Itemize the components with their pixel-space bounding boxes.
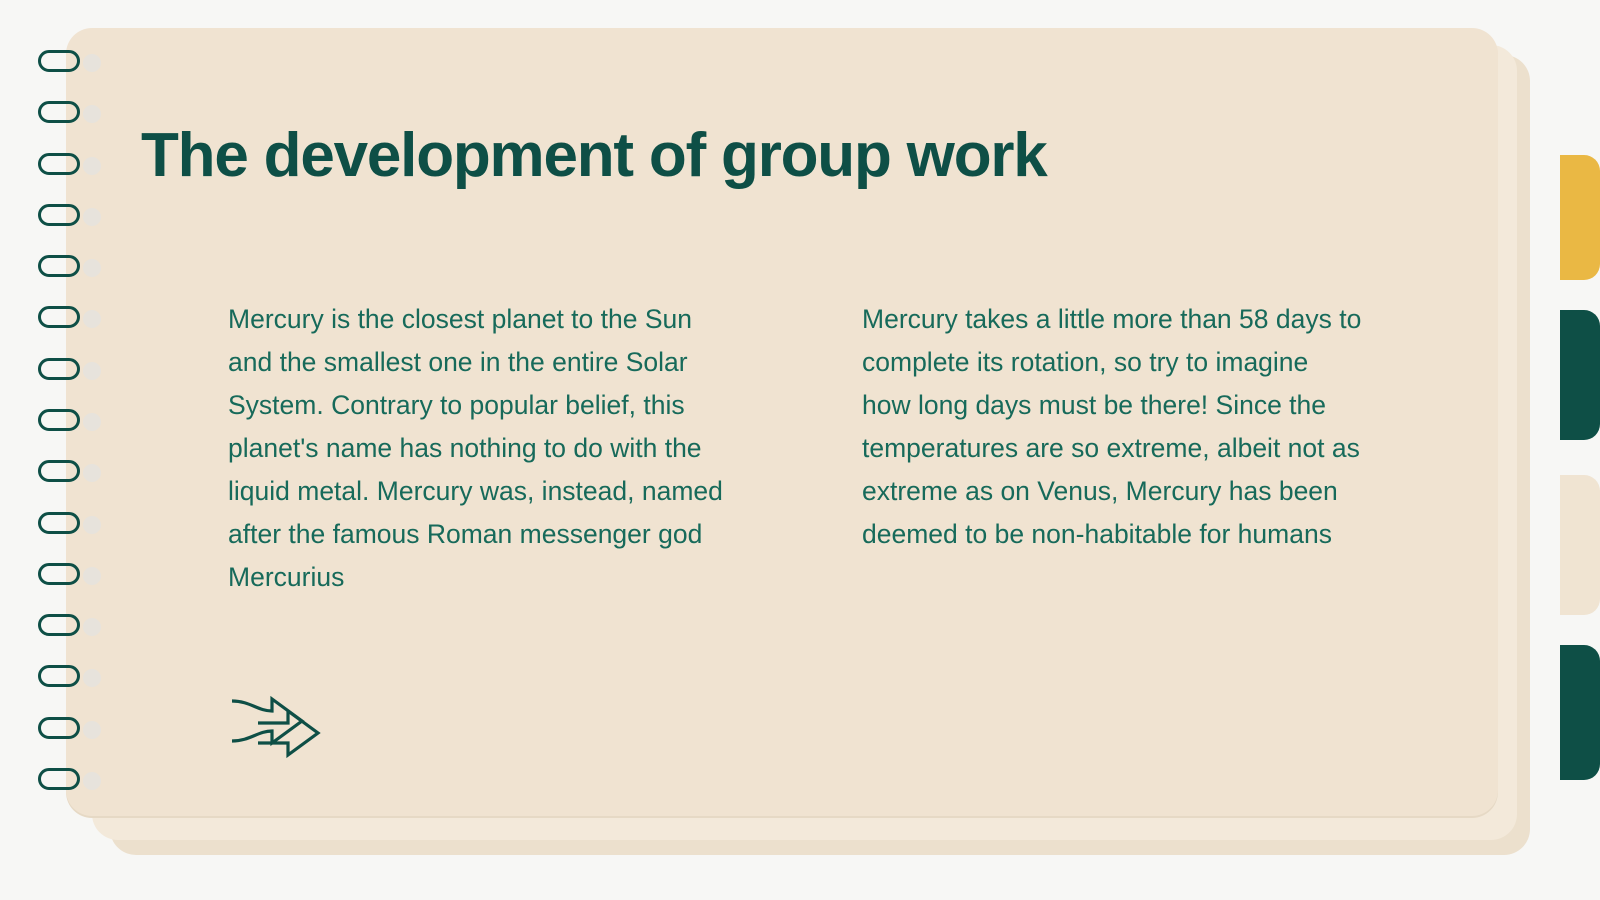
side-tab-yellow[interactable] [1560, 155, 1600, 280]
text-column-right [862, 298, 1362, 598]
spiral-ring [38, 306, 80, 328]
spiral-ring [38, 614, 80, 636]
side-tab-cream[interactable] [1560, 475, 1600, 615]
spiral-ring [38, 153, 80, 175]
spiral-ring [38, 512, 80, 534]
spiral-ring [38, 50, 80, 72]
spiral-binding [38, 50, 118, 790]
paragraph-left: Mercury is the closest planet to the Sun and the smallest one in the entire Solar System. Contrary to popular belief, this planet's name has nothing to do with the liquid metal. Mercury was, instead, named after the famous Roman messenger god Mercurius [228, 304, 723, 592]
spiral-ring [38, 101, 80, 123]
spiral-ring [38, 665, 80, 687]
spiral-ring [38, 768, 80, 790]
spiral-ring [38, 358, 80, 380]
spiral-ring [38, 204, 80, 226]
spiral-ring [38, 563, 80, 585]
text-column-left [228, 298, 728, 598]
side-tab-green-2[interactable] [1560, 645, 1600, 780]
side-tab-green-1[interactable] [1560, 310, 1600, 440]
paragraph-right: Mercury takes a little more than 58 days to complete its rotation, so try to imagine how long days must be there! Since the temperatures are so extreme, albeit not as extreme as on Venus, Mercury has been deemed to be non-habitable for humans [862, 304, 1362, 549]
spiral-ring [38, 460, 80, 482]
spiral-ring [38, 409, 80, 431]
spiral-ring [38, 255, 80, 277]
double-arrow-right-icon [228, 695, 328, 761]
body-columns [228, 298, 1408, 598]
page-title: The development of group work [141, 120, 1047, 190]
spiral-ring [38, 717, 80, 739]
